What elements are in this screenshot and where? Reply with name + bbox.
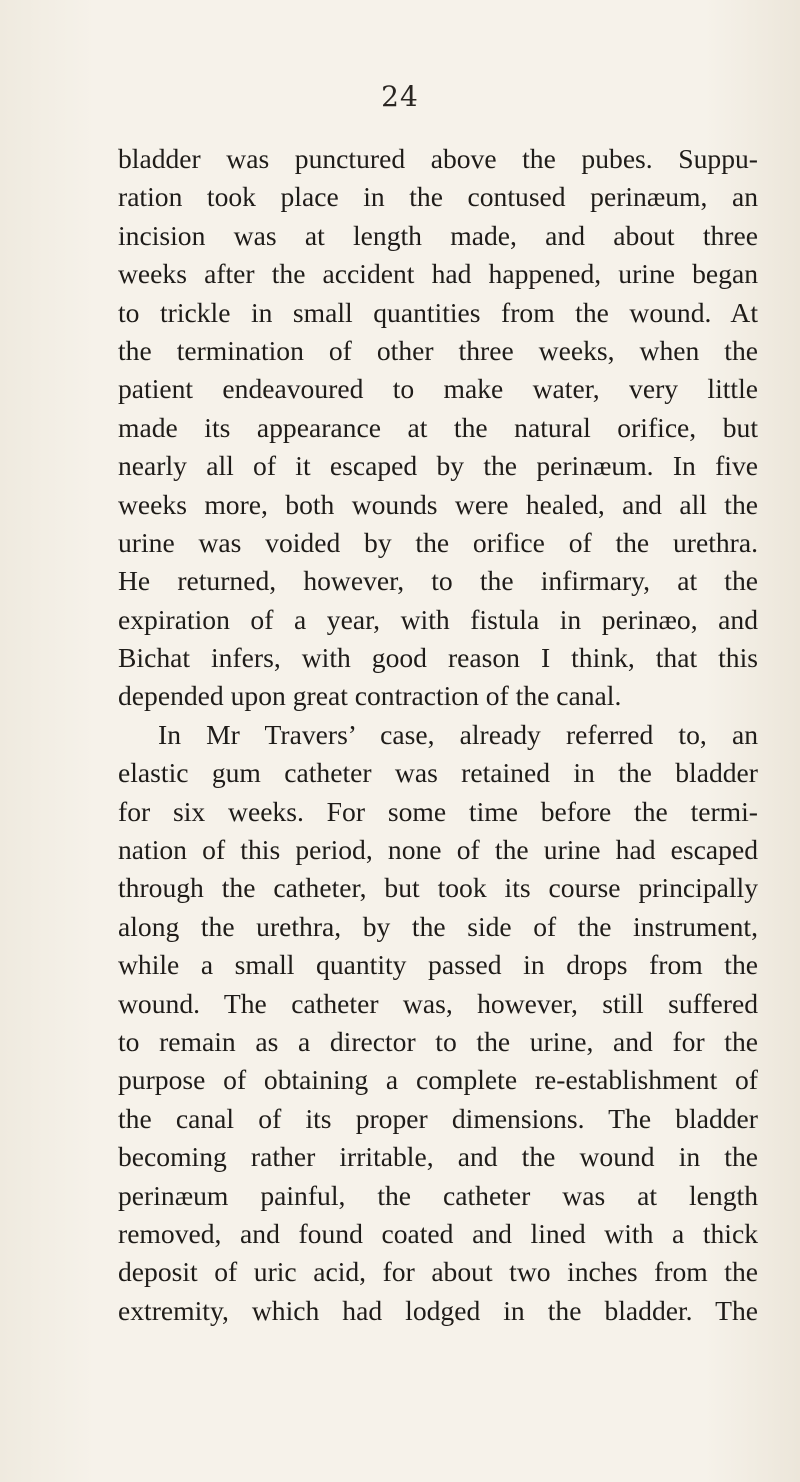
body-text: [118, 140, 758, 1330]
text-line: weeks more, both wounds were healed, and all the: [118, 488, 758, 520]
text-line: along the urethra, by the side of the instrument,: [118, 910, 758, 942]
text-line: elastic gum catheter was retained in the bladder: [118, 757, 758, 789]
text-line: to remain as a director to the urine, and for the: [118, 1025, 758, 1057]
text-line: extremity, which had lodged in the bladder. The: [118, 1294, 758, 1326]
text-line: bladder was punctured above the pubes. Suppu-: [118, 143, 758, 174]
text-line: He returned, however, to the infirmary, at the: [118, 565, 758, 597]
text-line: through the catheter, but took its course principally: [118, 872, 758, 904]
page-number: 24: [381, 80, 419, 113]
text-line: incision was at length made, and about three: [118, 219, 758, 251]
text-line: In Mr Travers’ case, already referred to, an: [158, 718, 758, 750]
text-line: the termination of other three weeks, when the: [118, 334, 758, 366]
text-line: for six weeks. For some time before the termi-: [118, 795, 758, 827]
text-line: the canal of its proper dimensions. The bladder: [118, 1102, 758, 1134]
text-line: ration took place in the contused perinæum, an: [118, 181, 758, 213]
text-line: to trickle in small quantities from the wound. At: [118, 296, 758, 328]
text-line: removed, and found coated and lined with a thick: [118, 1217, 758, 1249]
text-line: nation of this period, none of the urine had escaped: [118, 834, 758, 866]
text-line: expiration of a year, with fistula in perinæo, and: [118, 603, 758, 635]
text-line: nearly all of it escaped by the perinæum. In five: [118, 450, 758, 482]
text-line: weeks after the accident had happened, urine began: [118, 258, 758, 290]
text-line: patient endeavoured to make water, very little: [118, 373, 758, 405]
text-line: perinæum painful, the catheter was at length: [118, 1179, 758, 1211]
text-line: purpose of obtaining a complete re-establishment of: [118, 1064, 758, 1096]
text-line: depended upon great contraction of the canal.: [118, 680, 622, 712]
text-line: wound. The catheter was, however, still suffered: [118, 987, 758, 1019]
text-line: deposit of uric acid, for about two inches from the: [118, 1256, 758, 1288]
text-line: Bichat infers, with good reason I think, that this: [118, 642, 758, 674]
text-line: becoming rather irritable, and the wound in the: [118, 1141, 758, 1173]
text-line: urine was voided by the orifice of the urethra.: [118, 526, 758, 558]
text-line: while a small quantity passed in drops from the: [118, 949, 758, 981]
text-line: made its appearance at the natural orifice, but: [118, 411, 758, 443]
